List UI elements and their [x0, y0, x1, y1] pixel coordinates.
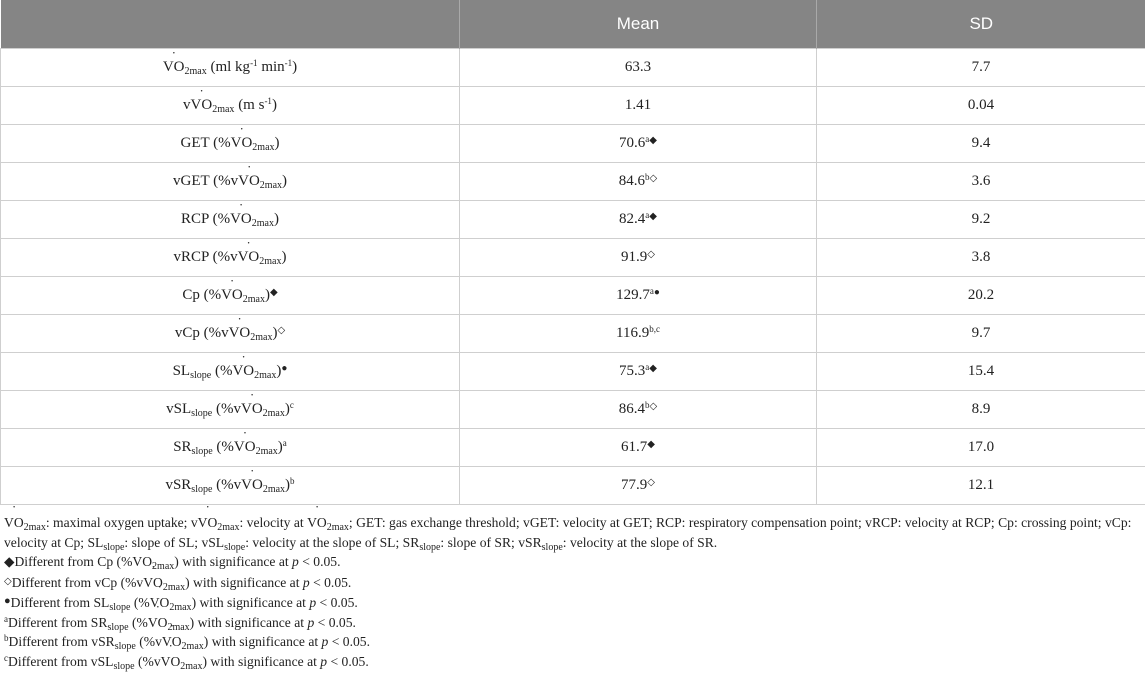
row-mean: $86.4^{b◇}$ — [460, 391, 817, 429]
row-sd: 8.9 — [817, 391, 1145, 429]
table-row — [1, 163, 1145, 201]
row-mean: 77.9◇ — [460, 467, 817, 505]
open-diamond-icon: ◇ — [4, 575, 12, 587]
row-mean: 1.41 — [460, 87, 817, 125]
table-row — [1, 125, 1145, 163]
footnote-filled-dot: ●Different from $SL_{slope}$ (%˙ $VO_{2max}$) with significance at p < 0.05. — [4, 592, 1141, 613]
row-sd: 15.4 — [817, 353, 1145, 391]
table-row — [1, 315, 1145, 353]
header-mean: Mean — [460, 0, 817, 49]
row-label: RCP (%˙ $VO_{2max}$) — [1, 201, 460, 239]
table-row — [1, 277, 1145, 315]
row-label: vRCP (%v˙ $VO_{2max}$) — [1, 239, 460, 277]
row-mean: 61.7◆ — [460, 429, 817, 467]
footnote-filled-diamond: ◆Different from Cp (%˙ $VO_{2max}$) with significance at p < 0.05. — [4, 552, 1141, 572]
row-label: vGET (%v˙ $VO_{2max}$) — [1, 163, 460, 201]
vo2-symbol: ˙ VO — [163, 59, 185, 76]
filled-diamond-icon: ◆ — [649, 135, 657, 146]
row-sd: 9.7 — [817, 315, 1145, 353]
filled-dot-icon: ● — [281, 363, 288, 374]
footnote-open-diamond: ◇Different from vCp (%v˙ $VO_{2max}$) with significance at p < 0.05. — [4, 572, 1141, 593]
row-mean: $75.3^{a◆}$ — [460, 353, 817, 391]
footnote-c: $^c$Different from vSL$_{slope}$ (%v˙ $VO_{2max}$) with significance at p < 0.05. — [4, 652, 1141, 672]
row-label: $SR_{slope}$ (%˙ $VO_{2max})^a$ — [1, 429, 460, 467]
row-mean: $129.7^{a●}$ — [460, 277, 817, 315]
filled-diamond-icon: ◆ — [649, 363, 657, 374]
filled-diamond-icon: ◆ — [269, 287, 278, 298]
table-row — [1, 467, 1145, 505]
filled-dot-icon: ● — [653, 287, 660, 298]
row-label: vSL$_{slope}$ (%v˙ $VO_{2max})^c$ — [1, 391, 460, 429]
row-label: $SL_{slope}$ (%˙ $VO_{2max})^●$ — [1, 353, 460, 391]
row-sd: 9.4 — [817, 125, 1145, 163]
filled-dot-icon: ● — [4, 595, 11, 607]
table-header-row — [1, 0, 1145, 49]
table-row — [1, 87, 1145, 125]
table-row — [1, 239, 1145, 277]
row-label: vCp (%v˙ $VO_{2max})^◇$ — [1, 315, 460, 353]
vo2-symbol: ˙ VO — [191, 97, 213, 114]
table-row — [1, 201, 1145, 239]
row-sd: 3.6 — [817, 163, 1145, 201]
footnote-b: $^b$Different from vSR$_{slope}$ (%v˙ $VO_{2max}$) with significance at p < 0.05. — [4, 632, 1141, 652]
header-variable — [1, 0, 460, 49]
row-label: ˙ $VO_{2max}$ (ml $kg^{-1}$ $\min^{-1}$) — [1, 49, 460, 87]
row-mean: 116.9$^{b,c}$ — [460, 315, 817, 353]
table-row — [1, 353, 1145, 391]
footnote-a: $^a$Different from $SR_{slope}$ (%˙ $VO_{2max}$) with significance at p < 0.05. — [4, 613, 1141, 633]
table-row — [1, 429, 1145, 467]
table-footnotes — [0, 505, 1145, 671]
row-sd: 17.0 — [817, 429, 1145, 467]
row-sd: 20.2 — [817, 277, 1145, 315]
abbreviations-note: ˙ $VO_{2max}$: maximal oxygen uptake; v˙ $VO_{2max}$: velocity at ˙ $VO_{2max}$; GET: gas exchange threshold; vGET: velocity at GET; RCP: respiratory compensation point; vRCP: velocity at RCP; Cp: crossing point; vCp: velocity at Cp; $SL_{slope}$: slope of SL; vSL$_{slope}$: velocity at the slope of SL; $SR_{slope}$: slope of SR; vSR$_{slope}$: velocity at the slope of SR. — [4, 513, 1141, 552]
open-diamond-icon: ◇ — [649, 401, 658, 412]
row-mean: 91.9◇ — [460, 239, 817, 277]
filled-diamond-icon: ◆ — [647, 439, 655, 450]
open-diamond-icon: ◇ — [647, 249, 655, 260]
filled-diamond-icon: ◆ — [649, 211, 657, 222]
row-mean: $70.6^{a◆}$ — [460, 125, 817, 163]
row-label: GET (%˙ $VO_{2max}$) — [1, 125, 460, 163]
filled-diamond-icon: ◆ — [4, 554, 15, 569]
table-row — [1, 391, 1145, 429]
row-label: Cp (%˙ $VO_{2max})^◆$ — [1, 277, 460, 315]
header-sd: SD — [817, 0, 1145, 49]
row-mean: $82.4^{a◆}$ — [460, 201, 817, 239]
row-sd: 12.1 — [817, 467, 1145, 505]
row-sd: 3.8 — [817, 239, 1145, 277]
row-sd: 9.2 — [817, 201, 1145, 239]
open-diamond-icon: ◇ — [277, 325, 286, 336]
row-sd: 7.7 — [817, 49, 1145, 87]
open-diamond-icon: ◇ — [649, 173, 658, 184]
row-mean: 63.3 — [460, 49, 817, 87]
open-diamond-icon: ◇ — [647, 477, 655, 488]
row-label: v˙ $VO_{2max}$ (m $s^{-1}$) — [1, 87, 460, 125]
row-mean: $84.6^{b◇}$ — [460, 163, 817, 201]
table-row — [1, 49, 1145, 87]
row-label: vSR$_{slope}$ (%v˙ $VO_{2max})^b$ — [1, 467, 460, 505]
row-sd: 0.04 — [817, 87, 1145, 125]
